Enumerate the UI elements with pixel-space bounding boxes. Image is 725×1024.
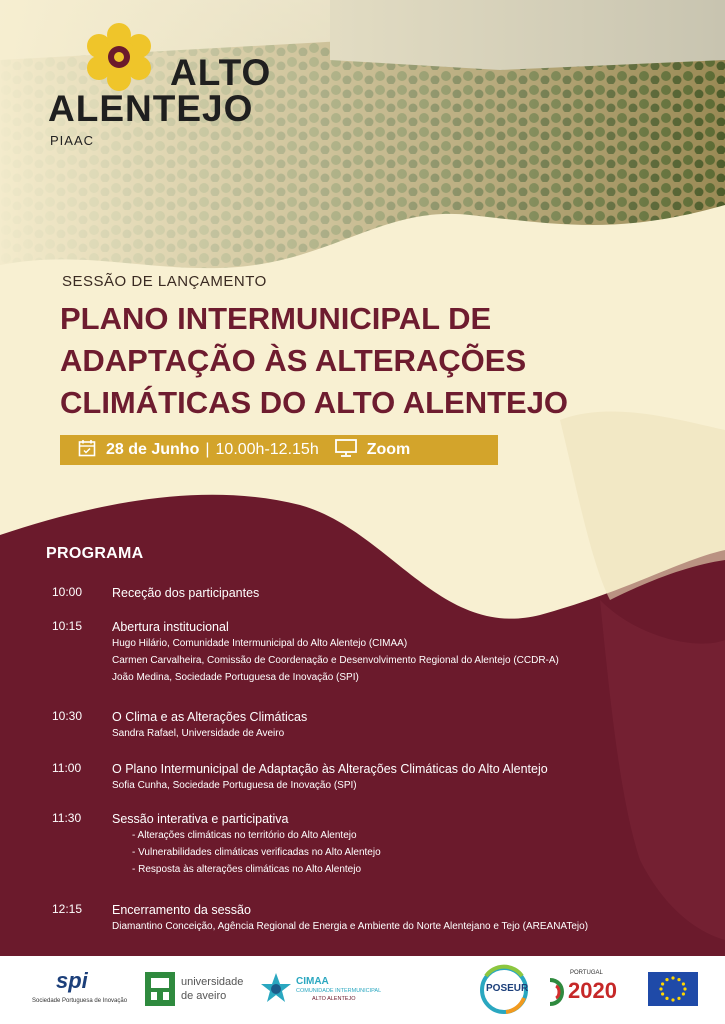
event-platform: Zoom	[366, 441, 411, 458]
event-date: 28 de Junho	[106, 441, 200, 458]
brand-piaac: PIAAC	[50, 133, 95, 148]
item-speaker: João Medina, Sociedade Portuguesa de Inovação (SPI)	[112, 672, 359, 683]
portugal2020-logo: PORTUGAL 2020	[548, 968, 634, 1012]
item-bullet: - Alterações climáticas no território do Alto Alentejo	[132, 830, 357, 841]
footer-logos	[0, 956, 725, 1024]
title-line: ADAPTAÇÃO ÀS ALTERAÇÕES	[60, 343, 527, 378]
item-heading: Receção dos participantes	[112, 586, 260, 600]
poseur-logo: POSEUR	[476, 964, 532, 1016]
session-label: SESSÃO DE LANÇAMENTO	[62, 273, 267, 290]
title-line: PLANO INTERMUNICIPAL DE	[60, 301, 492, 336]
event-time: 10.00h-12.15h	[215, 441, 319, 458]
item-time: 11:30	[52, 811, 82, 825]
sunflower-logo-icon	[84, 22, 154, 92]
date-bar	[60, 435, 498, 465]
brand-alentejo: ALENTEJO	[48, 88, 254, 129]
program-title: PROGRAMA	[46, 545, 144, 562]
item-heading: O Clima e as Alterações Climáticas	[112, 710, 308, 724]
item-heading: Sessão interativa e participativa	[112, 812, 289, 826]
separator: |	[205, 441, 210, 458]
item-time: 12:15	[52, 902, 83, 916]
item-time: 10:00	[52, 585, 83, 599]
item-speaker: Carmen Carvalheira, Comissão de Coordenação e Desenvolvimento Regional do Alentejo (CCDR-A)	[112, 655, 559, 666]
item-time: 10:30	[52, 709, 83, 723]
title-line: CLIMÁTICAS DO ALTO ALENTEJO	[60, 385, 569, 420]
calendar-icon	[78, 439, 96, 462]
portugal-flag-icon	[548, 978, 564, 1006]
item-time: 10:15	[52, 619, 83, 633]
eu-flag-icon	[648, 972, 698, 1006]
ua-logo-icon	[145, 972, 175, 1006]
ua-logo: universidade de aveiro	[145, 968, 255, 1012]
item-time: 11:00	[52, 761, 82, 775]
event-title	[60, 298, 660, 424]
item-heading: Abertura institucional	[112, 620, 229, 634]
item-speaker: Hugo Hilário, Comunidade Intermunicipal do Alto Alentejo (CIMAA)	[112, 638, 408, 649]
brand-alto: ALTO	[170, 52, 272, 93]
item-bullet: - Resposta às alterações climáticas no Alto Alentejo	[132, 864, 362, 875]
item-speaker: Sofia Cunha, Sociedade Portuguesa de Inovação (SPI)	[112, 780, 357, 791]
item-speaker: Diamantino Conceição, Agência Regional de Energia e Ambiente do Norte Alentejano e Tejo (AREANATejo)	[112, 921, 589, 932]
monitor-icon	[335, 439, 357, 462]
spi-logo: spi Sociedade Portuguesa de Inovação	[32, 968, 128, 1004]
item-bullet: - Vulnerabilidades climáticas verificadas no Alto Alentejo	[132, 847, 381, 858]
item-speaker: Sandra Rafael, Universidade de Aveiro	[112, 728, 285, 739]
cimaa-logo: CIMAA COMUNIDADE INTERMUNICIPAL ALTO ALENTEJO	[260, 968, 390, 1012]
item-heading: O Plano Intermunicipal de Adaptação às Alterações Climáticas do Alto Alentejo	[112, 762, 548, 776]
cimaa-logo-icon	[260, 972, 292, 1004]
item-heading: Encerramento da sessão	[112, 903, 251, 917]
